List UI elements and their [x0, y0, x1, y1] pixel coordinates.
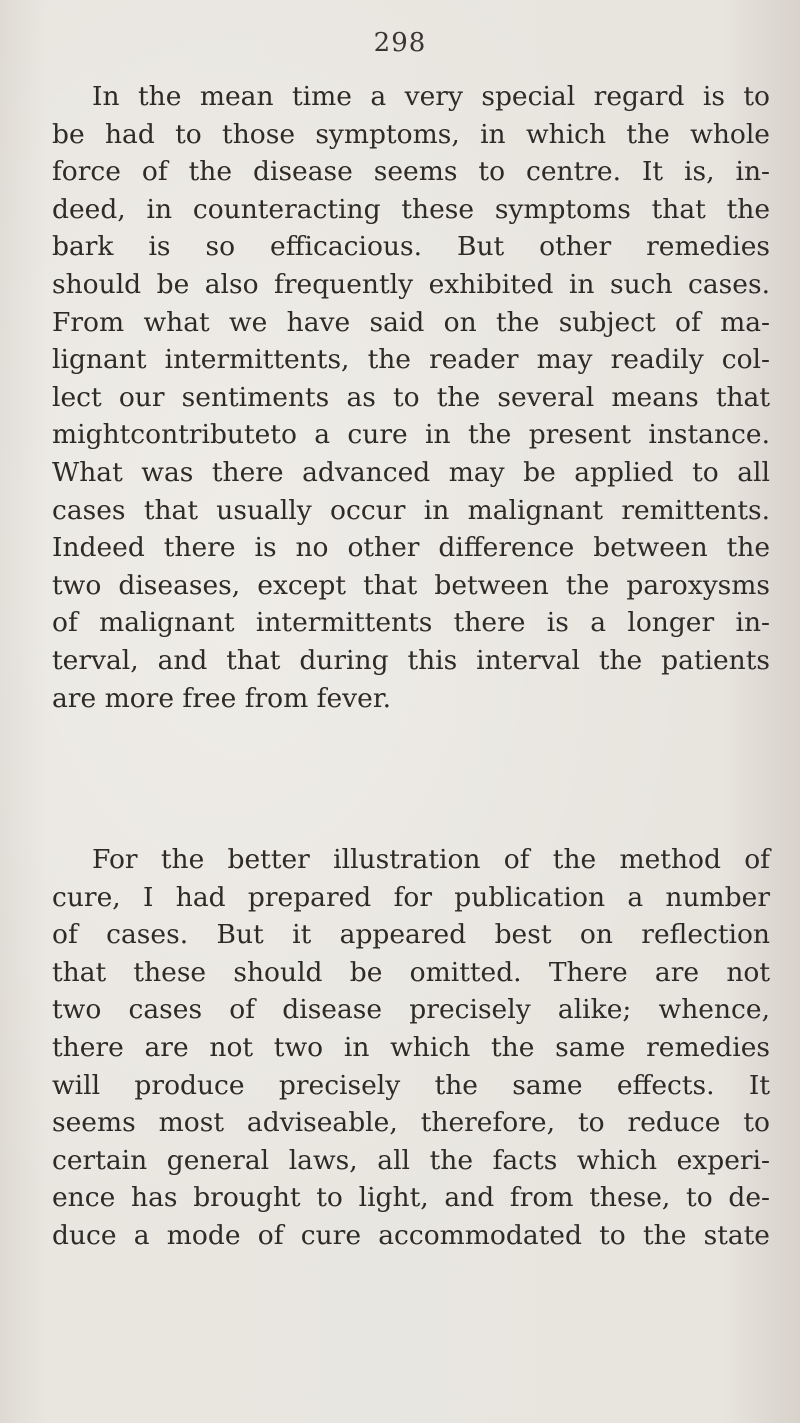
paragraph-2: [52, 841, 770, 1255]
text-line: cure, I had prepared for publication a number: [52, 881, 770, 913]
text-line: will produce precisely the same effects. It: [52, 1069, 770, 1101]
text-line: certain general laws, all the facts which experi-: [52, 1144, 770, 1176]
text-line: should be also frequently exhibited in such cases.: [52, 268, 770, 300]
text-line: of malignant intermittents there is a longer in-: [52, 607, 770, 639]
text-line: bark is so efficacious. But other remedies: [52, 231, 770, 263]
text-line: there are not two in which the same remedies: [52, 1031, 770, 1063]
text-line: lect our sentiments as to the several means that: [52, 381, 770, 413]
text-line: In the mean time a very special regard is to: [92, 81, 770, 112]
text-line: two diseases, except that between the paroxysms: [52, 569, 770, 601]
text-line: Indeed there is no other difference between the: [52, 532, 770, 564]
text-line: that these should be omitted. There are not: [52, 956, 770, 988]
text-line: ence has brought to light, and from these, to de-: [52, 1182, 770, 1214]
text-line: cases that usually occur in malignant remittents.: [52, 494, 770, 526]
paragraph-1: [52, 78, 770, 717]
text-line: mightcontributeto a cure in the present instance.: [52, 419, 770, 451]
text-line: force of the disease seems to centre. It is, in-: [52, 156, 770, 188]
text-line: duce a mode of cure accommodated to the state: [52, 1219, 770, 1251]
text-line: be had to those symptoms, in which the whole: [52, 118, 770, 150]
text-line: deed, in counteracting these symptoms that the: [52, 193, 770, 225]
text-line: two cases of disease precisely alike; whence,: [52, 994, 770, 1026]
text-line: lignant intermittents, the reader may readily col-: [52, 344, 770, 376]
page-number: 298: [373, 28, 427, 58]
text-line: of cases. But it appeared best on reflection: [52, 919, 770, 951]
text-line: For the better illustration of the method of: [92, 844, 770, 875]
text-line: seems most adviseable, therefore, to reduce to: [52, 1107, 770, 1139]
text-line: From what we have said on the subject of ma-: [52, 306, 770, 338]
text-line: What was there advanced may be applied to all: [52, 456, 770, 488]
text-line: terval, and that during this interval the patients: [52, 644, 770, 676]
text-line: are more free from fever.: [52, 682, 392, 714]
